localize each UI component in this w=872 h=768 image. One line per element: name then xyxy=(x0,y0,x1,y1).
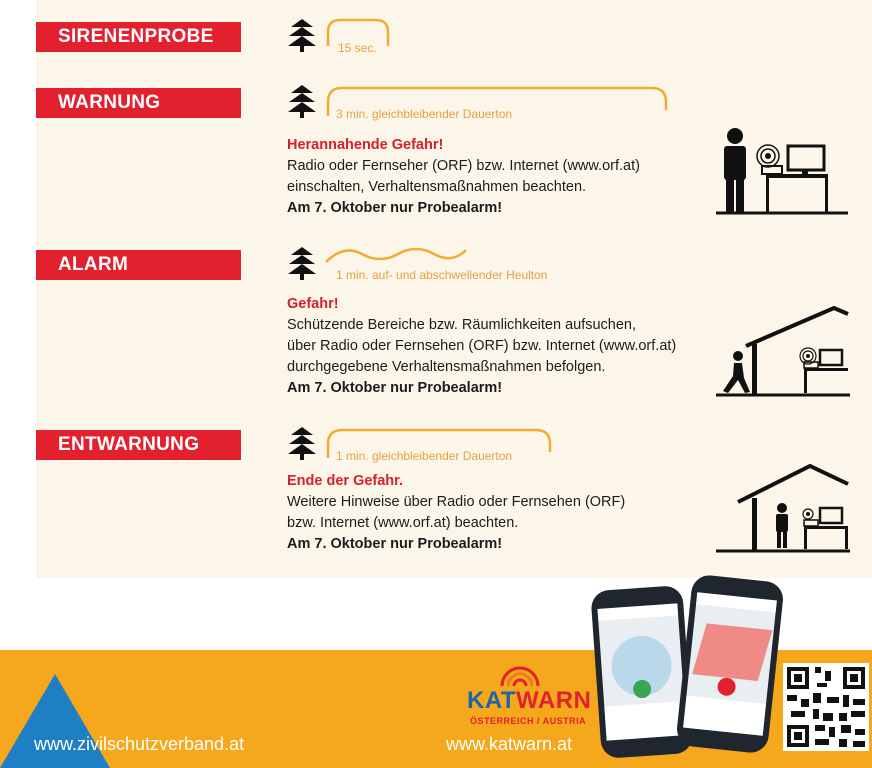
person-entering-house-illustration xyxy=(716,306,850,398)
phone-left-screen xyxy=(597,603,686,740)
entwarnung-line-1: Weitere Hinweise über Radio oder Fernsehen (ORF) xyxy=(287,494,626,510)
warnung-line-2: einschalten, Verhaltensmaßnahmen beachten. xyxy=(287,179,587,195)
warnung-line-1: Radio oder Fernseher (ORF) bzw. Internet (www.orf.at) xyxy=(287,158,640,174)
phone-right-screen xyxy=(683,592,777,736)
tone-curve-wave xyxy=(324,240,468,270)
label-warnung: WARNUNG xyxy=(36,88,241,118)
siren-icon xyxy=(287,18,317,52)
katwarn-link[interactable]: www.katwarn.at xyxy=(446,734,573,754)
label-entwarnung: ENTWARNUNG xyxy=(36,430,241,460)
siren-icon xyxy=(287,84,317,118)
warnung-heading: Herannahende Gefahr! xyxy=(287,137,444,153)
tone-text-alarm: 1 min. auf- und abschwellender Heulton xyxy=(336,268,548,282)
tone-text-warnung: 3 min. gleichbleibender Dauerton xyxy=(336,107,513,121)
entwarnung-heading: Ende der Gefahr. xyxy=(287,473,404,489)
qr-code-pattern xyxy=(783,663,869,751)
katwarn-subtitle: ÖSTERREICH / AUSTRIA xyxy=(470,716,587,726)
zivilschutz-link[interactable]: www.zivilschutzverband.at xyxy=(34,734,245,754)
alarm-line-2: über Radio oder Fernsehen (ORF) bzw. Internet (www.orf.at) xyxy=(287,338,677,354)
alarm-note: Am 7. Oktober nur Probealarm! xyxy=(287,380,503,396)
siren-icon xyxy=(287,426,317,460)
entwarnung-note: Am 7. Oktober nur Probealarm! xyxy=(287,536,503,552)
tone-text-sirenenprobe: 15 sec. xyxy=(338,41,377,55)
label-alarm: ALARM xyxy=(36,250,241,280)
alarm-heading: Gefahr! xyxy=(287,296,339,312)
phone-right xyxy=(675,574,784,755)
label-sirenenprobe: SIRENENPROBE xyxy=(36,22,241,52)
tone-text-entwarnung: 1 min. gleichbleibender Dauerton xyxy=(336,449,513,463)
warnung-text xyxy=(287,135,640,219)
katwarn-signal-icon xyxy=(496,656,544,686)
alarm-line-1: Schützende Bereiche bzw. Räumlichkeiten aufsuchen, xyxy=(287,317,637,333)
warnung-note: Am 7. Oktober nur Probealarm! xyxy=(287,200,503,216)
person-in-house-illustration xyxy=(716,462,850,554)
katwarn-logo: KATWARN xyxy=(467,687,592,714)
entwarnung-line-2: bzw. Internet (www.orf.at) beachten. xyxy=(287,515,519,531)
qr-code[interactable] xyxy=(783,663,869,751)
entwarnung-text xyxy=(287,471,625,555)
person-radio-tv-illustration xyxy=(716,124,848,216)
alarm-line-3: durchgegebene Verhaltensmaßnahmen befolgen. xyxy=(287,359,606,375)
alarm-text xyxy=(287,294,676,399)
siren-icon xyxy=(287,246,317,280)
